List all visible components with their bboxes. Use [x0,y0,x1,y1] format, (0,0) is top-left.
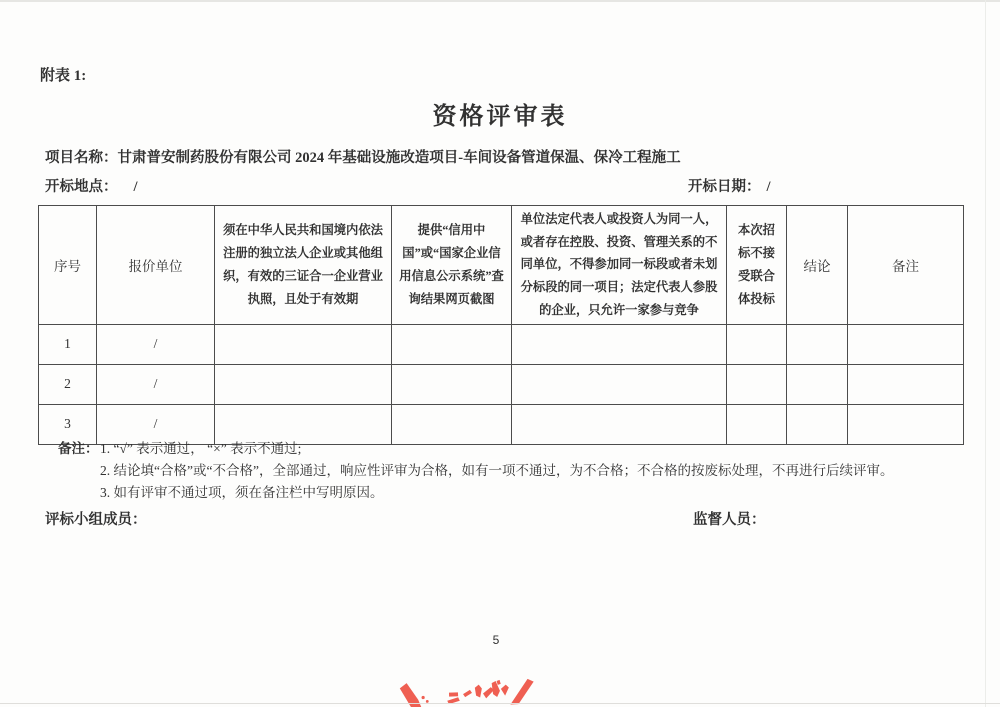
table-row [39,324,964,364]
cell-bidder: / [97,324,215,364]
footnotes [58,438,966,504]
cell-consortium [727,364,787,404]
col-header-serial: 序号 [39,206,97,325]
cell-registration [215,364,392,404]
bid-date-line [688,175,771,196]
page-title: 资格评审表 [432,104,568,130]
footnotes-list [100,438,966,504]
cell-credit [392,324,512,364]
qualification-review-table [38,205,964,445]
col-header-credit-screenshot: 提供“信用中国”或“国家企业信用信息公示系统”查询结果网页截图 [392,206,512,325]
table-row [39,364,964,404]
attachment-label: 附表 1: [40,68,87,84]
bid-date-value: / [766,179,771,195]
project-name-value: 甘肃普安制药股份有限公司 2024 年基础设施改造项目-车间设备管道保温、保冷工程施工 [117,150,681,166]
bid-location-value: / [133,179,138,195]
footnotes-label: 备注： [58,441,99,456]
footnote-item: 3. 如有评审不通过项，须在备注栏中写明原因。 [100,485,384,500]
evaluation-team-signature-label: 评标小组成员： [45,512,147,528]
cell-consortium [727,324,787,364]
footnote-item: 2. 结论填“合格”或“不合格”，全部通过，响应性评审为合格，如有一项不通过，为不合格；不合格的按废标处理，不再进行后续评审。 [100,463,894,478]
col-header-bidder: 报价单位 [97,206,215,325]
cell-bidder: / [97,404,215,444]
cell-credit [392,364,512,404]
footnote-item: 1. “√” 表示通过， “×” 表示不通过; [100,441,302,456]
cell-affiliation [512,364,727,404]
project-name-label: 项目名称： [45,150,118,166]
cell-affiliation [512,324,727,364]
supervisor-signature-label: 监督人员： [693,512,766,528]
table-header-row [39,206,964,325]
cell-serial: 3 [39,404,97,444]
project-name-line [45,146,681,167]
col-header-affiliation-criteria: 单位法定代表人或投资人为同一人，或者存在控股、投资、管理关系的不同单位，不得参加同一标段或者未划分标段的同一项目；法定代表人参股的企业，只允许一家参与竞争 [512,206,727,325]
col-header-remarks: 备注 [848,206,964,325]
cell-conclusion [787,324,848,364]
bid-location-label: 开标地点： [45,179,118,195]
cell-serial: 1 [39,324,97,364]
col-header-no-consortium: 本次招标不接受联合体投标 [727,206,787,325]
cell-remarks [848,364,964,404]
cell-conclusion [787,364,848,404]
col-header-conclusion: 结论 [787,206,848,325]
scan-edge-top [0,0,1000,2]
bid-location-line [45,175,138,196]
cell-serial: 2 [39,364,97,404]
cell-bidder: / [97,364,215,404]
page-number: 5 [492,633,500,647]
col-header-registration-criteria: 须在中华人民共和国境内依法注册的独立法人企业或其他组织，有效的三证合一企业营业执照，且处于有效期 [215,206,392,325]
cell-registration [215,324,392,364]
bid-date-label: 开标日期： [688,179,761,195]
scan-edge-bottom [0,703,1000,704]
cell-remarks [848,324,964,364]
